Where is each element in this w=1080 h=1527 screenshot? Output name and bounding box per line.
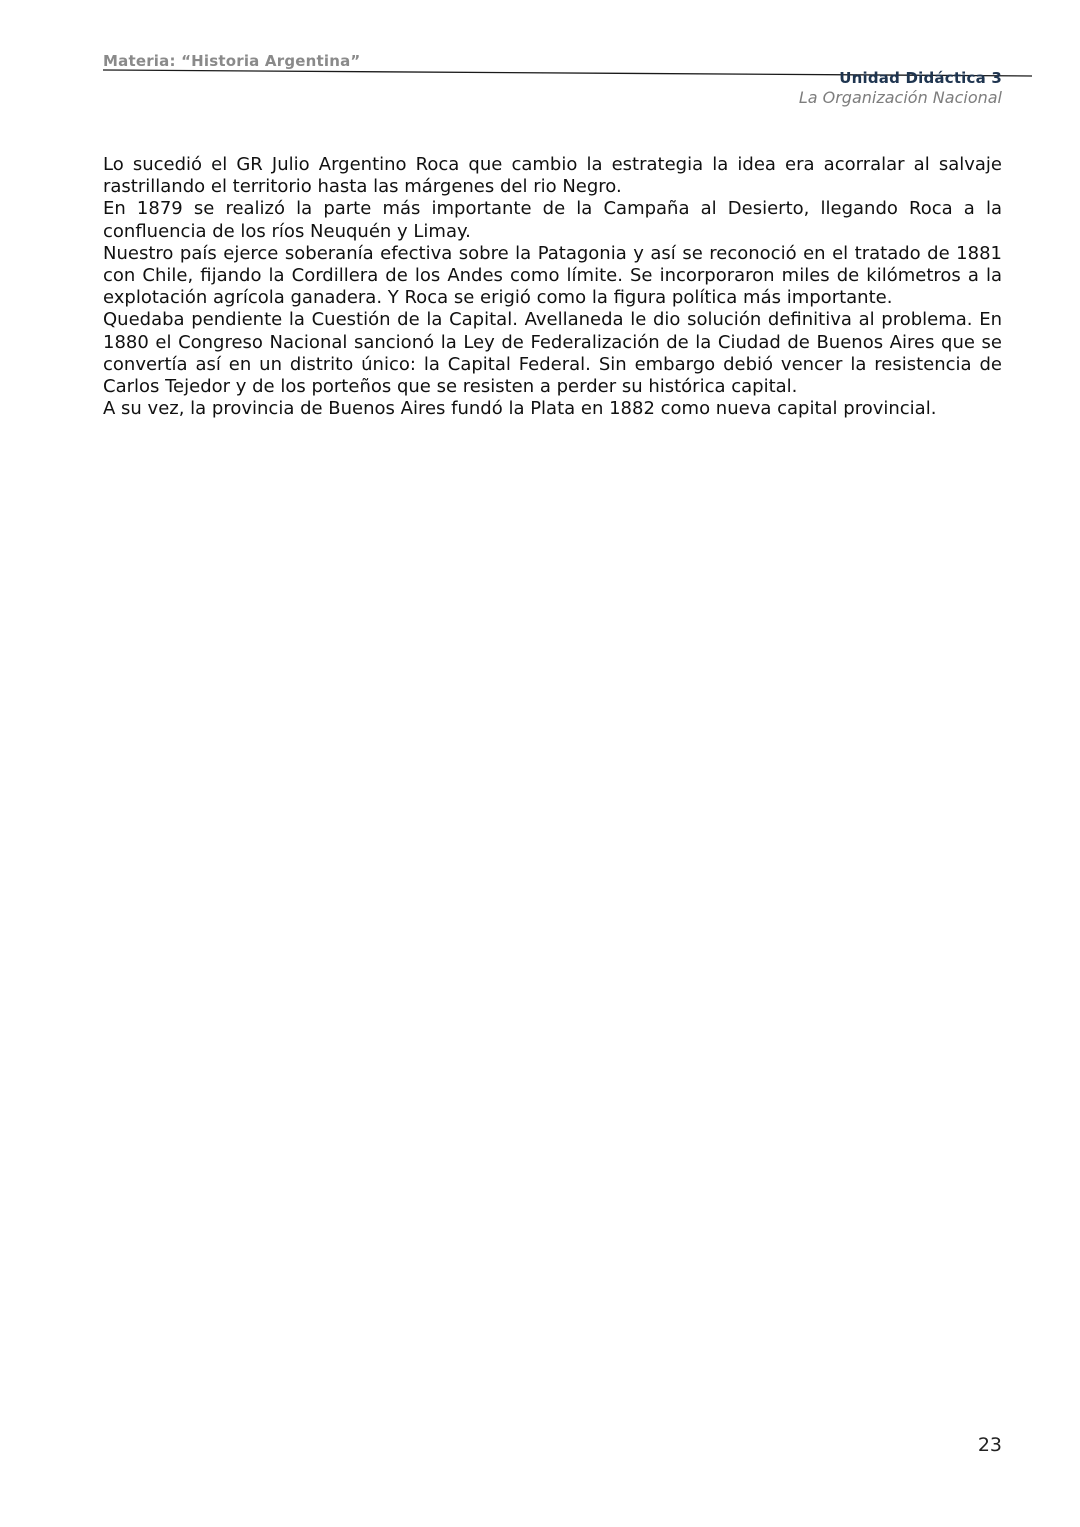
unit-title: Unidad Didáctica 3 <box>839 69 1002 87</box>
subject-label: Materia: “Historia Argentina” <box>103 52 361 70</box>
paragraph: Quedaba pendiente la Cuestión de la Capital. Avellaneda le dio solución definitiva al problema. En 1880 el Congreso Nacional sancionó la Ley de Federalización de la Ciudad de Buenos Aires que se convertía así en un distrito único: la Capital Federal. Sin embargo debió vencer la resistencia de Carlos Tejedor y de los porteños que se resisten a perder su histórica capital. <box>103 309 1002 398</box>
page-number: 23 <box>977 1434 1002 1456</box>
paragraph: Nuestro país ejerce soberanía efectiva sobre la Patagonia y así se reconoció en el tratado de 1881 con Chile, fijando la Cordillera de los Andes como límite. Se incorporaron miles de kilómetros a la explotación agrícola ganadera. Y Roca se erigió como la figura política más importante. <box>103 242 1002 309</box>
paragraph: Lo sucedió el GR Julio Argentino Roca que cambio la estrategia la idea era acorralar al salvaje rastrillando el territorio hasta las márgenes del rio Negro. <box>103 154 1002 198</box>
paragraph: En 1879 se realizó la parte más importante de la Campaña al Desierto, llegando Roca a la confluencia de los ríos Neuquén y Limay. <box>103 198 1002 242</box>
unit-subtitle: La Organización Nacional <box>798 88 1002 107</box>
body-text <box>103 154 1002 420</box>
paragraph: A su vez, la provincia de Buenos Aires fundó la Plata en 1882 como nueva capital provincial. <box>103 398 937 420</box>
